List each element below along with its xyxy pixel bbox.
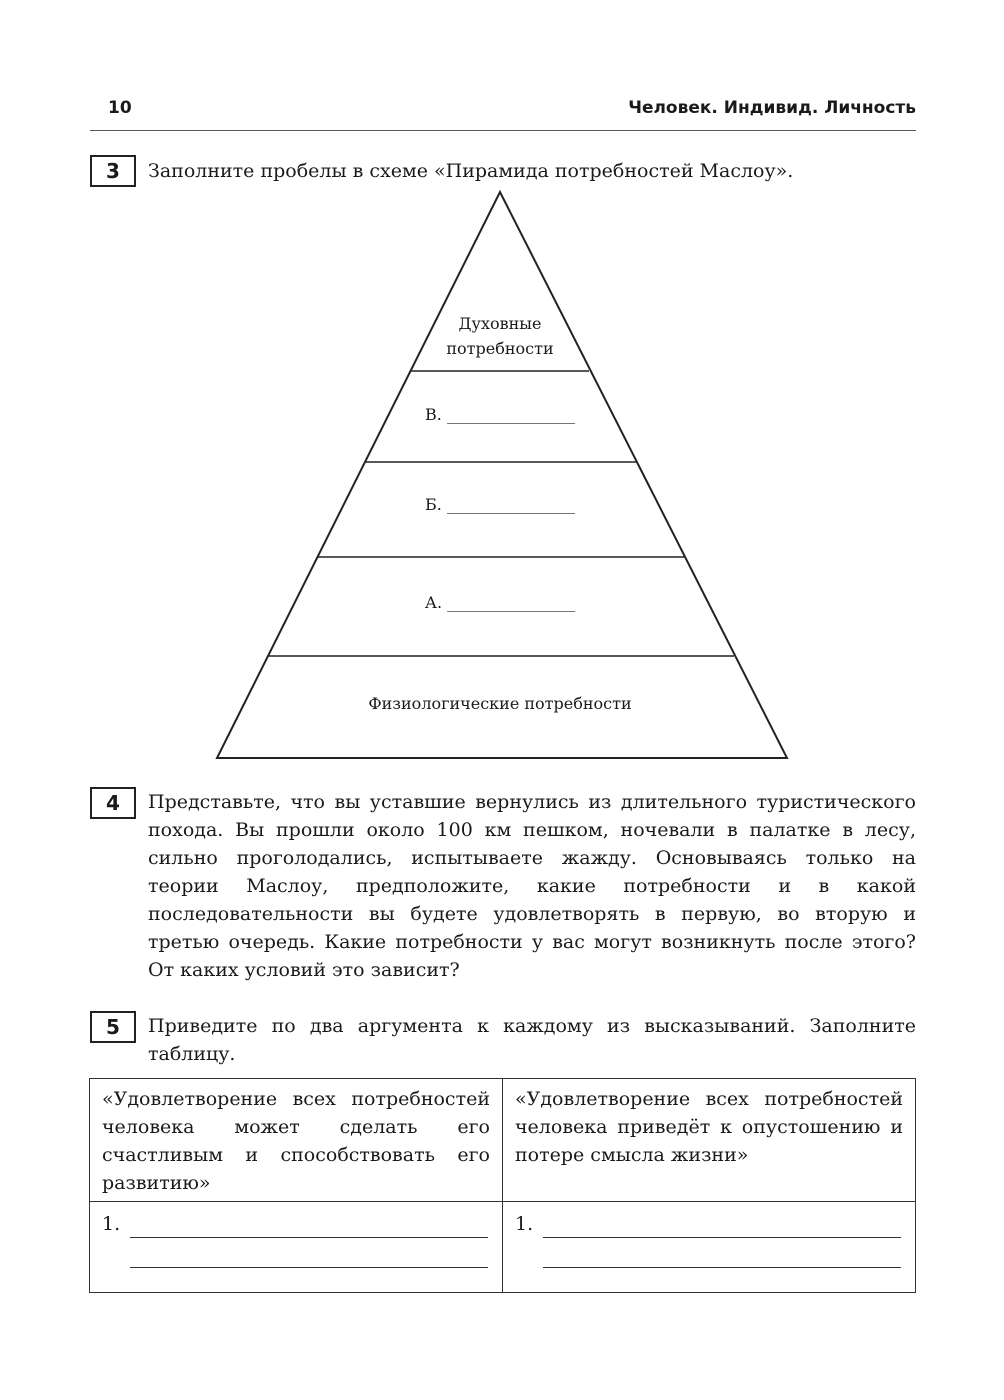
answer-line[interactable] xyxy=(102,1208,490,1238)
running-title: Человек. Индивид. Личность xyxy=(628,98,916,118)
task-3-text: Заполните пробелы в схеме «Пирамида потребностей Маслоу». xyxy=(148,160,794,182)
pyramid-top-label-line2: потребности xyxy=(446,339,554,358)
answer-number: 1. xyxy=(102,1213,121,1235)
answer-line[interactable] xyxy=(102,1238,490,1268)
table-header-col2: «Удовлетворение всех потребностей человека приведёт к опустошению и потере смысла жизни» xyxy=(503,1079,916,1202)
task-3-number: 3 xyxy=(90,155,136,187)
pyramid-level-b[interactable]: Б. ________________ xyxy=(425,495,575,514)
answer-blank[interactable] xyxy=(130,1245,488,1268)
answer-blank[interactable] xyxy=(543,1245,901,1268)
pyramid-top-label-line1: Духовные xyxy=(458,314,542,333)
maslow-pyramid xyxy=(200,186,810,766)
arguments-table xyxy=(89,1078,916,1293)
answer-line[interactable] xyxy=(515,1208,903,1238)
task-4-number: 4 xyxy=(90,787,136,819)
page-header xyxy=(90,96,916,131)
table-header-col1: «Удовлетворение всех потребностей человека может сделать его счастливым и способствовать его развитию» xyxy=(90,1079,503,1202)
answer-number: 1. xyxy=(515,1213,534,1235)
answer-blank[interactable] xyxy=(130,1215,488,1238)
answer-line[interactable] xyxy=(515,1238,903,1268)
table-header-row xyxy=(90,1079,916,1202)
pyramid-level-v[interactable]: В. ________________ xyxy=(425,405,575,424)
table-answer-row xyxy=(90,1202,916,1293)
task-5-text: Приведите по два аргумента к каждому из высказываний. Заполните таблицу. xyxy=(148,1015,916,1065)
answer-cell-col1[interactable] xyxy=(90,1202,503,1293)
pyramid-outline xyxy=(217,192,787,758)
answer-blank[interactable] xyxy=(543,1215,901,1238)
pyramid-bottom-label: Физиологические потребности xyxy=(368,694,632,713)
answer-cell-col2[interactable] xyxy=(503,1202,916,1293)
pyramid-level-a[interactable]: А. ________________ xyxy=(424,593,576,612)
task-5-number: 5 xyxy=(90,1011,136,1043)
task-4-text: Представьте, что вы уставшие вернулись из длительного туристического похода. Вы прошли около 100 км пешком, ночевали в палатке в лесу, сильно проголодались, испытываете жажду. Основываясь только на теории Маслоу, предположите, какие потребности и в какой последовательности вы будете удовлетворять в первую, во вторую и третью очередь. Какие потребности у вас могут возникнуть после этого? От каких условий это зависит? xyxy=(148,791,916,981)
page-number: 10 xyxy=(108,98,132,118)
